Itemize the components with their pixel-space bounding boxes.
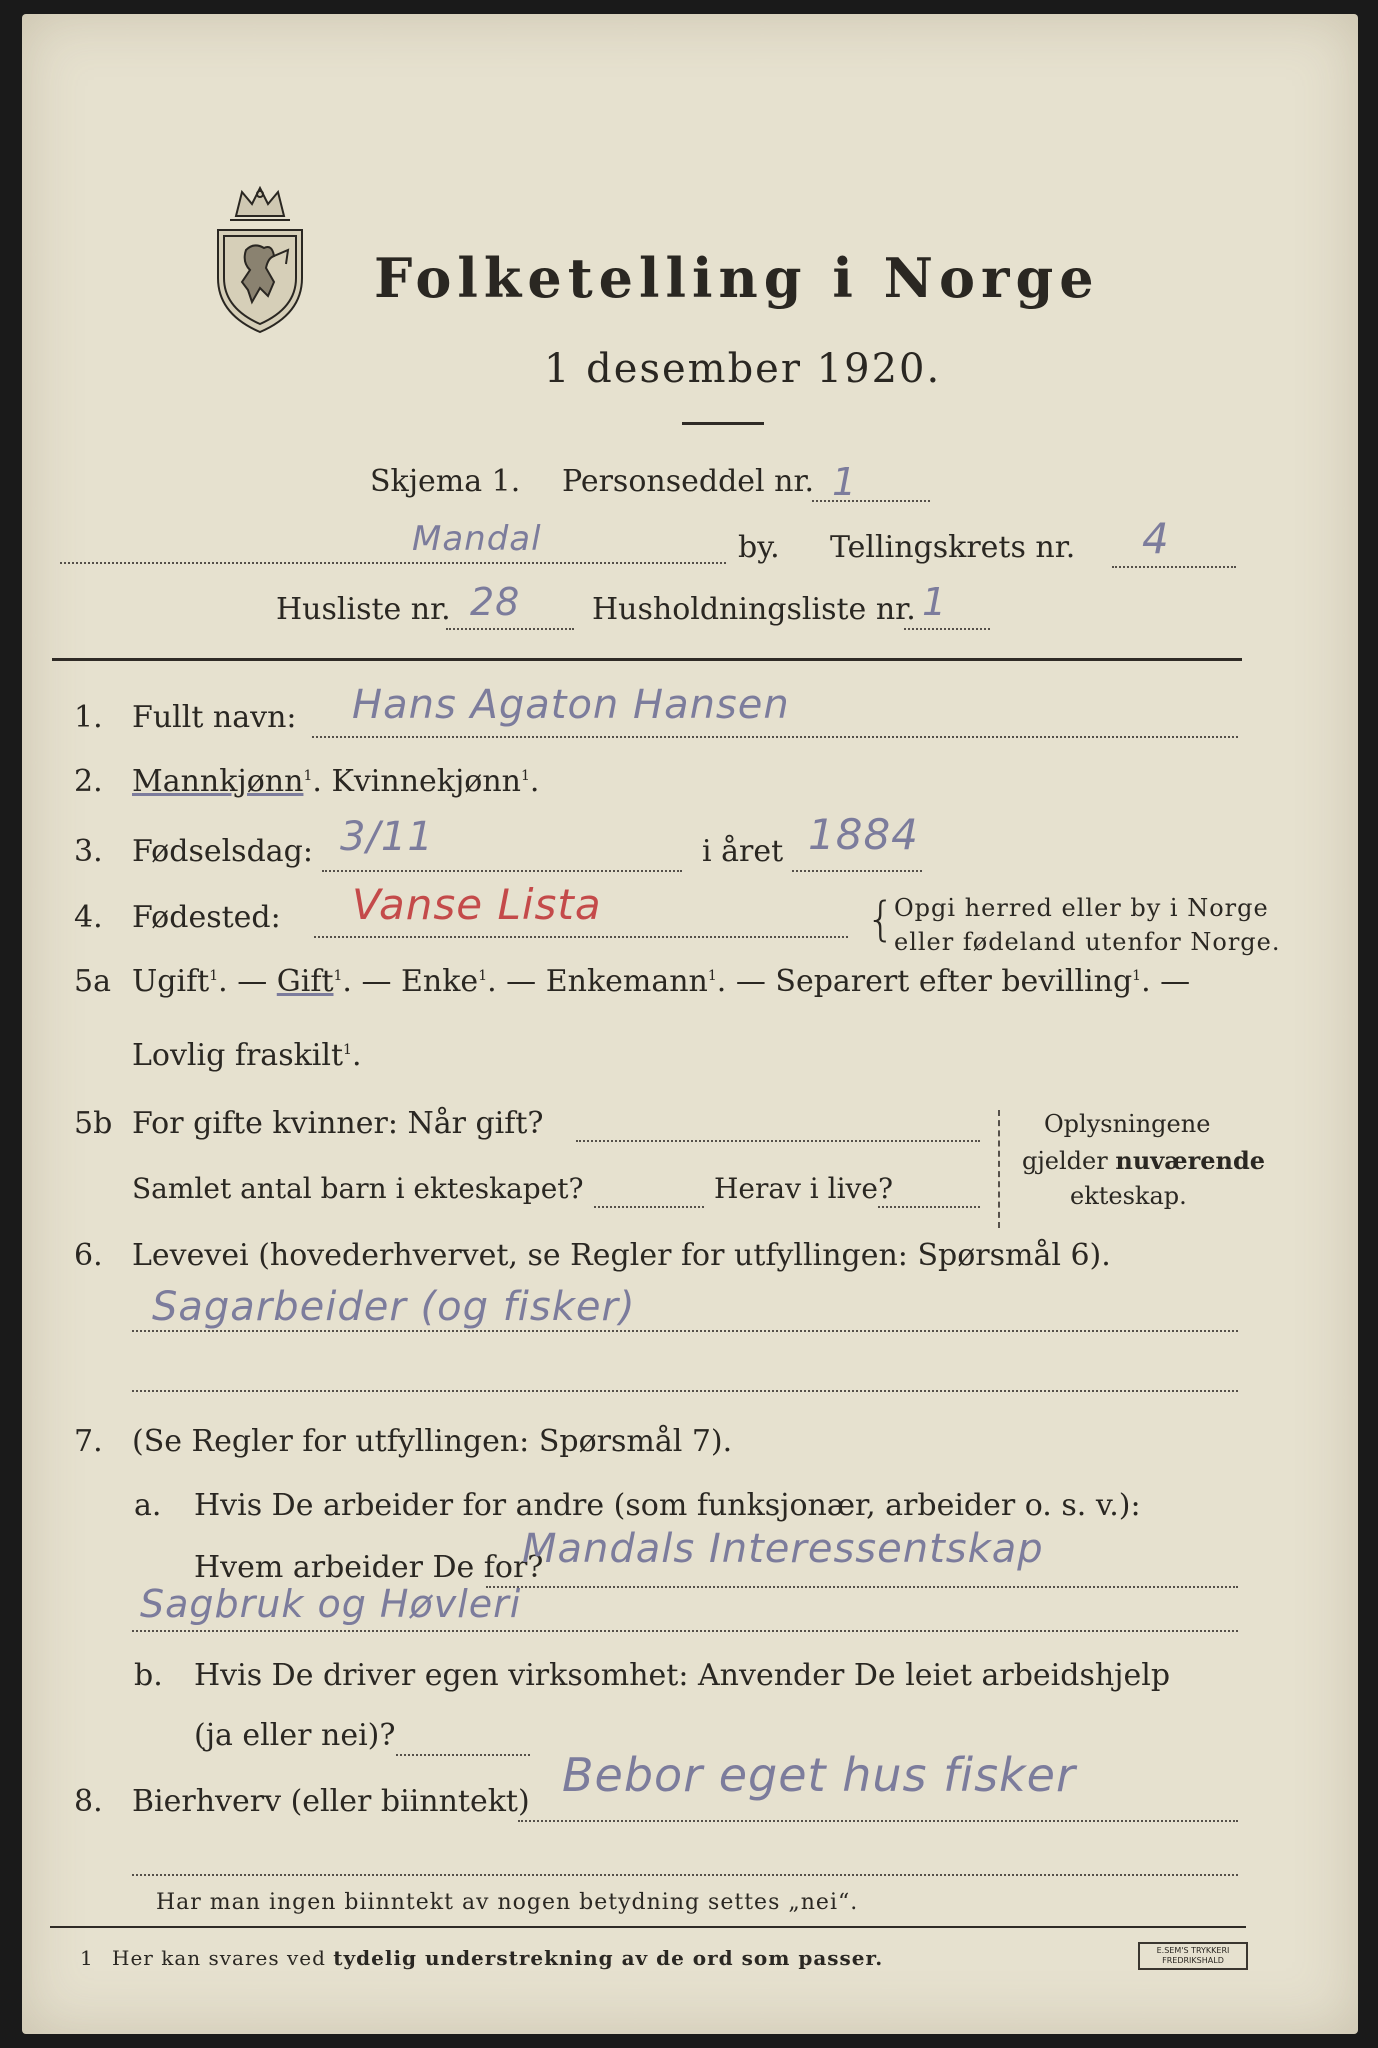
enke-option: Enke [401,964,479,999]
fraskilt-line: Lovlig fraskilt$^1$. [132,1038,362,1073]
title-divider [682,422,764,425]
q7b-label: Hvis De driver egen virksomhet: Anvender De leiet arbeidshjelp [194,1658,1171,1693]
q1-number: 1. [74,700,103,735]
full-name-value: Hans Agaton Hansen [352,682,790,728]
q7a-label: Hvis De arbeider for andre (som funksjonær, arbeider o. s. v.): [194,1488,1141,1523]
tellingskrets-value: 4 [1142,514,1170,563]
gift-option: Gift [276,964,334,999]
live-label: Herav i live? [714,1172,893,1205]
enkemann-option: Enkemann [545,964,708,999]
year-label: i året [702,834,784,869]
q6-number: 6. [74,1238,103,1273]
ugift-option: Ugift [132,964,210,999]
separert-option: Separert efter bevilling [775,964,1133,999]
form-date: 1 desember 1920. [544,346,942,392]
q7b-question: (ja eller nei)? [194,1718,396,1753]
q4-label: Fødested: [132,900,281,935]
q1-label: Fullt navn: [132,700,297,735]
q5b-note-2: gjelder nuværende [1022,1146,1266,1175]
husholdning-label: Husholdningsliste nr. [592,592,916,627]
q6-label: Levevei (hovederhvervet, se Regler for utfyllingen: Spørsmål 6). [132,1238,1111,1273]
q8-label: Bierhverv (eller biinntekt) [132,1784,530,1819]
town-value: Mandal [412,519,542,559]
husliste-label: Husliste nr. [276,592,451,627]
tellingskrets-label: Tellingskrets nr. [830,530,1076,565]
q8-number: 8. [74,1784,103,1819]
employer-value: Mandals Interessentskap [522,1526,1044,1572]
q2-options: Mannkjønn$^1$. Kvinnekjønn$^1$. [132,764,540,799]
note-separator [998,1110,1000,1228]
q3-number: 3. [74,834,103,869]
employer-value-2: Sagbruk og Høvleri [140,1582,522,1626]
q7-number: 7. [74,1424,103,1459]
footnote-rule [50,1926,1246,1928]
q7-label: (Se Regler for utfyllingen: Spørsmål 7). [132,1424,733,1459]
q2-number: 2. [74,764,103,799]
census-form [22,14,1358,2034]
q4-number: 4. [74,900,103,935]
q5b-label: For gifte kvinner: Når gift? [132,1106,544,1141]
occupation-value: Sagarbeider (og fisker) [152,1284,636,1330]
by-label: by. [738,530,780,565]
fraskilt-option: Lovlig fraskilt [132,1038,344,1073]
form-title: Folketelling i Norge [374,246,1100,310]
norway-coat-of-arms-icon [208,186,312,336]
q7a-question: Hvem arbeider De for? [194,1550,544,1585]
birthdate-value: 3/11 [340,814,434,860]
q5b-number: 5b [74,1106,113,1141]
printer-mark: E.SEM'S TRYKKERI FREDRIKSHALD [1138,1942,1248,1970]
kvinnekjonn-option: Kvinnekjønn [331,764,521,799]
q5b-note-1: Oplysningene [1044,1110,1211,1138]
birthplace-note-2: eller fødeland utenfor Norge. [894,928,1281,956]
mannkjonn-option: Mannkjønn [132,764,304,799]
q7b-letter: b. [134,1658,163,1693]
footnote-text: Her kan svares ved tydelig understrekning av de ord som passer. [112,1946,884,1970]
biinntekt-note: Har man ingen biinntekt av nogen betydning settes „nei“. [156,1890,859,1915]
birthplace-value: Vanse Lista [352,880,602,929]
husholdning-value: 1 [922,580,948,624]
q5a-number: 5a [74,964,111,999]
note-brace: { [866,892,896,946]
q7a-letter: a. [134,1488,162,1523]
q5b-note-3: ekteskap. [1070,1182,1187,1210]
side-income-value: Bebor eget hus fisker [562,1748,1076,1802]
footnote-number: 1 [80,1946,93,1970]
personseddel-label: Personseddel nr. [562,464,815,499]
birthplace-note-1: Opgi herred eller by i Norge [894,894,1269,922]
barn-label: Samlet antal barn i ekteskapet? [132,1172,584,1205]
header-rule [52,658,1242,661]
birth-year-value: 1884 [808,810,919,859]
skjema-label: Skjema 1. [370,464,521,499]
q3-label: Fødselsdag: [132,834,313,869]
personseddel-value: 1 [832,460,858,504]
marital-options: Ugift$^1$. — Gift$^1$. — Enke$^1$. — Enkemann$^1$. — Separert efter bevilling$^1$. — [132,964,1191,999]
husliste-value: 28 [470,580,521,624]
